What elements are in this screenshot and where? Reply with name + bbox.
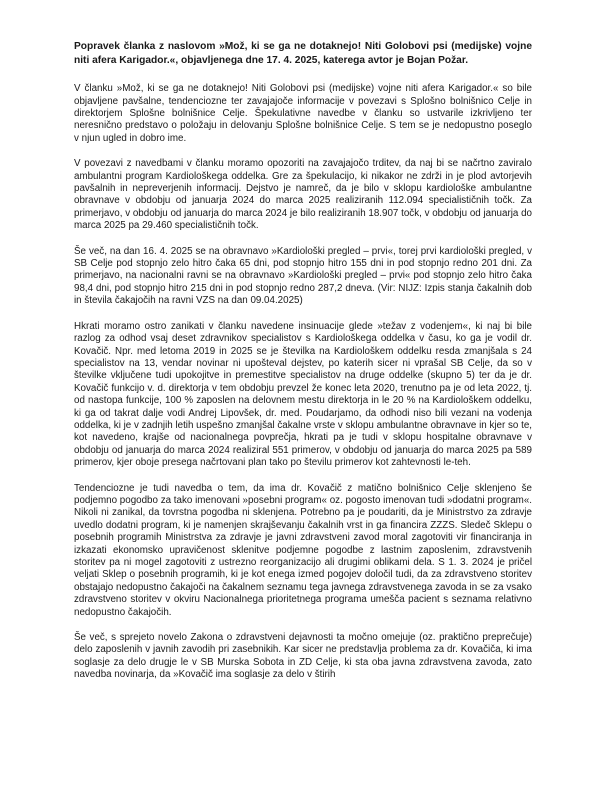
paragraph-intro: V članku »Mož, ki se ga ne dotaknejo! Niti Golobovi psi (medijske) vojne niti afera Karigador.« so bile objavljene pavšalne, tendenciozne ter zavajajoče informacije v povezavi s Splošno bolnišnico Celje in direktorjem Splošne bolnišnice Celje. Špekulativne navedbe v članku so ustvarile izkrivljeno ter neresnično predstavo o položaju in delovanju Splošne bolnišnice Celje. S tem se je nedopustno poseglo v njun ugled in dobro ime. [74,83,532,144]
paragraph-leadership-claims: Hkrati moramo ostro zanikati v članku navedene insinuacije glede »težav z vodenjem«, ki naj bi bile razlog za odhod vsaj deset zdravnikov specialistov s Kardiološkega oddelka v času, ko ga je vodil dr. Kovačič. Npr. med letoma 2019 in 2025 se je številka na Kardiološkem oddelku resda zmanjšala s 24 specialistov na 13, vendar novinar ni upošteval dejstev, po katerih sicer ni vprašal SB Celje, da so v številke vključene tudi upokojitve in premestitve specialistov na druge oddelke (skupno 5) ter da je dr. Kovačič funkcijo v. d. direktorja v tem obdobju prevzel že konec leta 2020, trenutno pa je od leta 2022, tj. od nastopa funkcije, 100 % zaposlen na delovnem mestu direktorja in le 20 % na Kardiološkem oddelku, ki ga od takrat dalje vodi Andrej Lipovšek, dr. med. Poudarjamo, da odhodi niso bili vezani na vodenja oddelka, ki je v zadnjih letih uspešno zmanjšal čakalne vrste v sklopu ambulantne obravnave in kjer so te, kot navedeno, krajše od nacionalnega povprečja, hkrati pa je tudi v sklopu hospitalne obravnave v obdobju od januarja do marca 2024 realiziral 551 primerov, v obdobju od januarja do marca 2025 pa 589 primerov, kjer oboje presega načrtovani plan tako po številu primerov kot zahtevnosti le-teh. [74,320,532,469]
document-title: Popravek članka z naslovom »Mož, ki se ga ne dotaknejo! Niti Golobovi psi (medijske) vojne niti afera Karigador.«, objavljenega dne 17. 4. 2025, katerega avtor je Bojan Požar. [74,41,532,66]
paragraph-special-program: Tendenciozne je tudi navedba o tem, da ima dr. Kovačič z matično bolnišnico Celje sklenjeno še podjemno pogodbo za tako imenovani »posebni program« oz. pogosto imenovan tudi »dodatni program«. Nikoli ni zanikal, da tovrstna pogodba ni sklenjena. Potrebno pa je poudariti, da je Ministrstvo za zdravje uvedlo dodatni program, ki je namenjen skrajševanju čakalnih vrst in ga financira ZZZS. Sledeč Sklepu o posebnih programih Ministrstva za zdravje je javni zdravstveni zavod moral zagotoviti vir financiranja in izkazati ekonomsko upravičenost sklenitve podjemne pogodbe z lastnim zaposlenim, zdravstvenih storitev pa ni mogel zagotoviti z ustrezno reorganizacijo ali drugimi oblikami dela. S 1. 3. 2024 je pričel veljati Sklep o posebnih programih, ki je kot enega izmed pogojev določil tudi, da za zdravstveno storitev obstajajo nedopustno čakajoči na čakalnem seznamu tega javnega zdravstvenega zavoda in se za vsako zdravstveno storitev v okviru Nacionalnega prioritetnega programa umešča pacient s seznama relativno nedopustno čakajočih. [74,482,532,618]
paragraph-health-activity-law: Še več, s sprejeto novelo Zakona o zdravstveni dejavnosti ta močno omejuje (oz. praktično preprečuje) delo zaposlenih v javnih zavodih pri zasebnikih. Kar sicer ne predstavlja problema za dr. Kovačiča, ki ima soglasje za delo drugje le v SB Murska Sobota in ZD Celje, ki sta oba javna zdravstvena zavoda, zato navedba novinarja, da »Kovačič ima soglasje za delo v štirih [74,632,532,681]
paragraph-waiting-times: Še več, na dan 16. 4. 2025 se na obravnavo »Kardiološki pregled – prvi«, torej prvi kardiološki pregled, v SB Celje pod stopnjo zelo hitro čaka 65 dni, pod stopnjo hitro 155 dni in pod stopnjo redno 201 dni. Za primerjavo, na nacionalni ravni se na obravnavo »Kardiološki pregled – prvi« pod stopnjo zelo hitro čaka 98,4 dni, pod stopnjo hitro 215 dni in pod stopnjo redno 287,2 dneva. (Vir: NIJZ: Izpis stanja čakalnih dob in števila čakajočih na ravni VZS na dan 09.04.2025) [74,245,532,307]
paragraph-ambulatory-program: V povezavi z navedbami v članku moramo opozoriti na zavajajočo trditev, da naj bi se načrtno zaviralo ambulantni program Kardiološkega oddelka. Gre za špekulacijo, ki nikakor ne zdrži in je plod avtorjevih pavšalnih in nepreverjenih informacij. Dejstvo je namreč, da je bilo v sklopu kardiološke ambulantne obravnave v obdobju od januarja 2024 do marca 2025 realiziranih 112.094 specialističnih točk. Za primerjavo, v obdobju od januarja do marca 2024 je bilo realiziranih 18.907 točk, v obdobju od januarja do marca 2025 pa 29.460 specialističnih točk. [74,158,532,232]
